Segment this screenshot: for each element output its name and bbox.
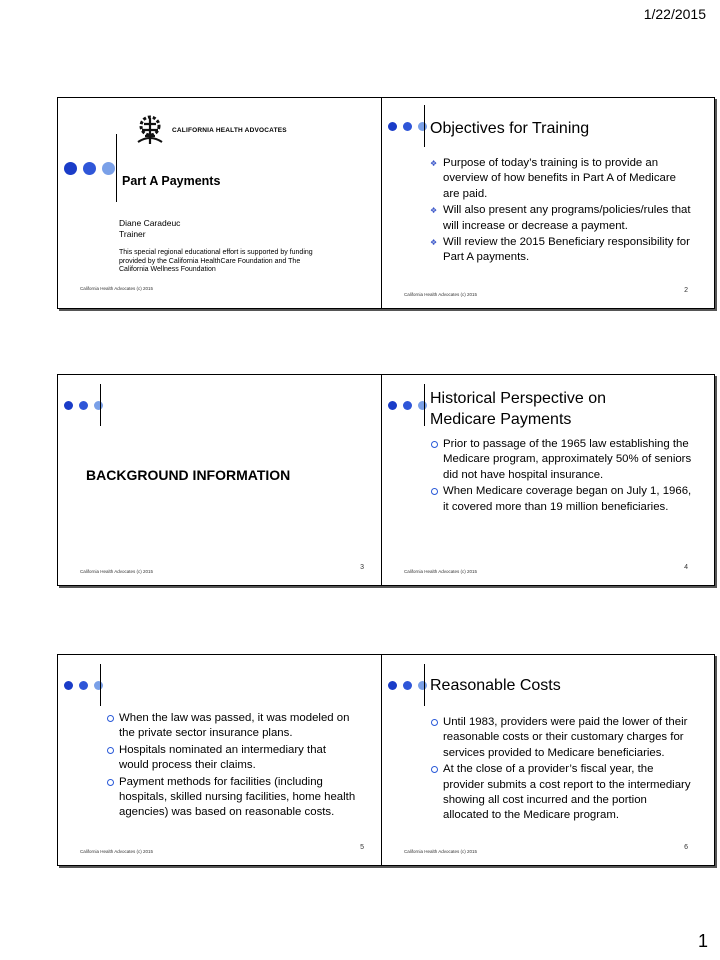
slide-title: Historical Perspective on Medicare Payments [430, 390, 607, 428]
slide-footer: California Health Advocates (c) 2015 [80, 849, 154, 854]
dot-icon [388, 122, 397, 131]
print-date: 1/22/2015 [643, 6, 706, 22]
page-number: 1 [697, 931, 708, 951]
dot-icon [79, 401, 88, 410]
list-item: When the law was passed, it was modeled on the private sector insurance plans. [106, 711, 356, 742]
slide-number: 2 [684, 287, 688, 294]
decorative-dots [64, 162, 115, 175]
slide-number: 6 [684, 844, 688, 851]
dot-icon [64, 162, 77, 175]
bullet-list [106, 711, 356, 822]
dot-icon [94, 401, 103, 410]
divider [424, 105, 425, 147]
divider [100, 664, 101, 706]
presenter-role: Trainer [119, 229, 146, 239]
presenter-name: Diane Caradeuc [119, 218, 181, 228]
slide-2 [381, 97, 715, 309]
dot-icon [418, 681, 427, 690]
slide-title: Part A Payments [122, 174, 221, 188]
dot-icon [403, 681, 412, 690]
decorative-dots [388, 401, 427, 410]
list-item: Prior to passage of the 1965 law establishing the Medicare program, approximately 50% of seniors did not have hospital insurance. [430, 437, 692, 483]
tree-logo-icon [132, 112, 168, 148]
slide-footer: California Health Advocates (c) 2015 [404, 569, 478, 574]
list-item: At the close of a provider’s fiscal year, the provider submits a cost report to the intermediary showing all cost incurred and the portion allocated to the Medicare program. [430, 762, 692, 824]
list-item: When Medicare coverage began on July 1, 1966, it covered more than 19 million beneficiaries. [430, 484, 692, 515]
bullet-list [430, 715, 692, 825]
dot-icon [79, 681, 88, 690]
logo [132, 112, 287, 148]
slide-1 [57, 97, 391, 309]
list-item: Payment methods for facilities (including hospitals, skilled nursing facilities, home health agencies) was based on reasonable costs. [106, 775, 356, 821]
list-item: ❖ Will review the 2015 Beneficiary responsibility for Part A payments. [430, 235, 692, 266]
divider [424, 384, 425, 426]
dot-icon [83, 162, 96, 175]
decorative-dots [64, 401, 103, 410]
dot-icon [102, 162, 115, 175]
slide-footer: California Health Advocates (c) 2015 [404, 292, 478, 297]
dot-icon [64, 401, 73, 410]
support-note: This special regional educational effort is supported by funding provided by the California HealthCare Foundation and The California Wellness Foundation [119, 249, 313, 273]
bullet-list [430, 437, 692, 516]
logo-text: CALIFORNIA HEALTH ADVOCATES [172, 126, 287, 134]
dot-icon [64, 681, 73, 690]
slide-3 [57, 374, 391, 586]
slide-title: Objectives for Training [430, 120, 590, 137]
dot-icon [418, 401, 427, 410]
dot-icon [388, 681, 397, 690]
slide-footer: California Health Advocates (c) 2015 [80, 569, 154, 574]
dot-icon [388, 401, 397, 410]
list-item: ❖ Will also present any programs/policies/rules that will increase or decrease a payment. [430, 203, 692, 234]
dot-icon [403, 401, 412, 410]
slide-footer: California Health Advocates (c) 2015 [80, 286, 154, 291]
dot-icon [403, 122, 412, 131]
decorative-dots [388, 681, 427, 690]
section-heading: BACKGROUND INFORMATION [86, 467, 291, 483]
list-item: Until 1983, providers were paid the lower of their reasonable costs or their customary charges for services provided to Medicare beneficiaries. [430, 715, 692, 761]
slide-footer: California Health Advocates (c) 2015 [404, 849, 478, 854]
dot-icon [94, 681, 103, 690]
divider [116, 134, 117, 202]
slide-number: 4 [684, 564, 688, 571]
list-item: Hospitals nominated an intermediary that would process their claims. [106, 743, 356, 774]
slide-6 [381, 654, 715, 866]
slide-4 [381, 374, 715, 586]
slide-5 [57, 654, 391, 866]
divider [424, 664, 425, 706]
slide-title: Reasonable Costs [430, 677, 561, 694]
decorative-dots [388, 122, 427, 131]
bullet-list [430, 156, 692, 267]
decorative-dots [64, 681, 103, 690]
list-item: ❖ Purpose of today’s training is to provide an overview of how benefits in Part A of Medicare are paid. [430, 156, 692, 202]
slide-number: 5 [360, 844, 364, 851]
dot-icon [418, 122, 427, 131]
slide-number: 3 [360, 564, 364, 571]
divider [100, 384, 101, 426]
